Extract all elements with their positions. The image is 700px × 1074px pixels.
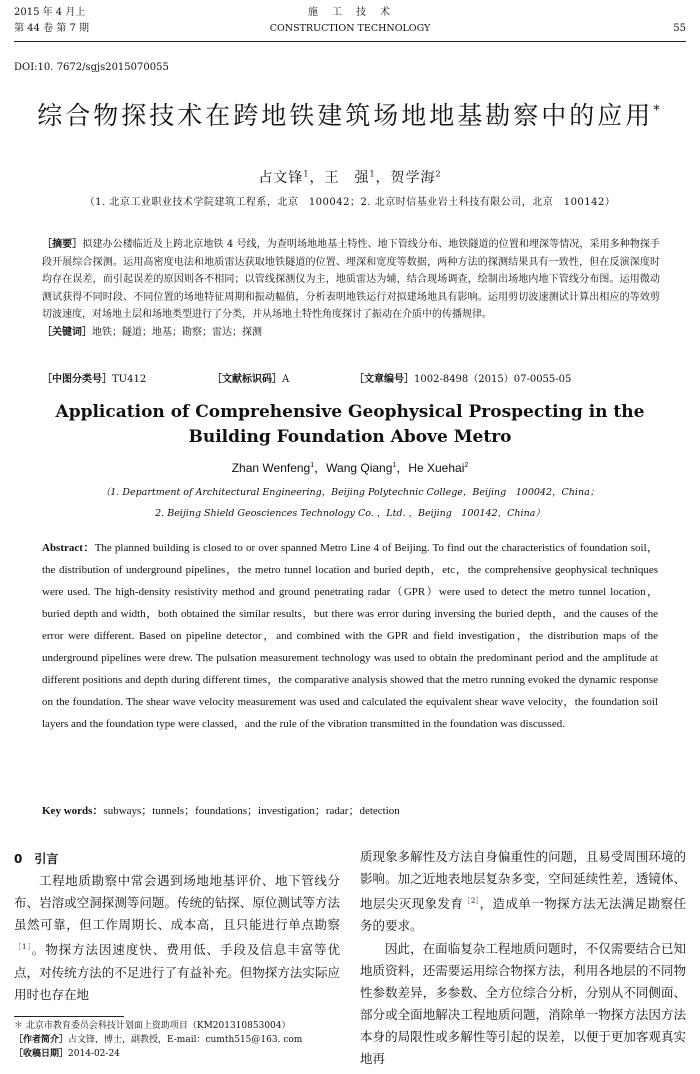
doi: DOI:10. 7672/sgjs2015070055 bbox=[14, 62, 169, 73]
citation: ［1］ bbox=[14, 943, 32, 952]
received-date: 2014-02-24 bbox=[68, 1049, 120, 1059]
author-sup: 1 bbox=[303, 169, 310, 179]
citation: ［2］ bbox=[463, 897, 480, 906]
keywords-cn-text: 地铁；隧道；地基；勘察；雷达；探测 bbox=[92, 326, 262, 338]
footnote bbox=[14, 1019, 344, 1061]
author-en-sup: 1 bbox=[392, 462, 397, 469]
paragraph-text: 质现象多解性及方法自身偏重性的问题，且易受周围环境的影响。加之近地表地层复杂多变，空间延续性差，透镜体、地层尖灭现象发育 bbox=[360, 849, 686, 912]
paragraph-text: 工程地质勘察中常会遇到场地地基评价、地下管线分布、岩溶或空洞探测等问题。传统的钻探、原位测试等方法虽然可靠，但工作周期长、成本高，且只能进行单点勘察 bbox=[14, 873, 340, 933]
title-footnote-mark: * bbox=[653, 103, 663, 119]
author-name: 王 强 bbox=[324, 170, 370, 186]
doc-code-value: A bbox=[282, 374, 290, 385]
title-cn-text: 综合物探技术在跨地铁建筑场地地基勘察中的应用 bbox=[37, 101, 654, 130]
keywords-en-text: subways；tunnels；foundations；investigation；radar；detection bbox=[103, 805, 400, 817]
fund-note: ＊ 北京市教育委员会科技计划面上资助项目（KM201310853004） bbox=[14, 1021, 291, 1031]
abstract-en-text: The planned building is closed to or over spanned Metro Line 4 of Beijing. To find out the characteristics of foundation soil，the distribution of underground pipelines，the metro tunnel location and buried depth，etc，the comprehensive geophysical techniques were used. The high-density resistivity method and ground penetrating radar（GPR）were used to detect the metro tunnel location，buried depth and width，both obtained the similar results，but there was error during inversing the buried depth，and the causes of the error were different. Based on pipeline detector，and combined with the GPR and field investigation，the distribution maps of the underground pipelines were drew. The pulsation measurement technology was used to obtain the predominant period and the amplitude at different positions and depth during different times，the comparative analysis showed that the metro running evoked the dynamic response on the foundation. The shear wave velocity measurement was used and calculated the equivalent shear wave velocity，the foundation soil layers and the foundation type were classed，and the rule of the vibration transmitted in the foundation was discussed. bbox=[42, 542, 658, 730]
author-en-name: Zhan Wenfeng bbox=[231, 461, 311, 475]
authors-cn: 占文锋$^1$，王 强$^1$，贺学海$^2$ bbox=[258, 169, 442, 186]
body-paragraph: 因此，在面临复杂工程地质问题时，不仅需要结合已知地质资料，还需要运用综合物探方法，利用各地层的不同物性参数差异，多参数、全方位综合分析，分别从不同侧面、部分或全面地解决工程地质问题，消除单一物探方法因方法本身的局限性或多解性等引起的误差，以便于更加客观真实地再 bbox=[360, 940, 686, 1066]
issue-volume: 第 44 卷 第 7 期 bbox=[14, 23, 89, 34]
article-no-value: 1002-8498（2015）07-0055-05 bbox=[414, 374, 572, 385]
author-name: 占文锋 bbox=[258, 170, 304, 186]
article-no-label: ［文章编号］ bbox=[354, 374, 414, 385]
abstract-cn-text: 拟建办公楼临近及上跨北京地铁 4 号线，为查明场地地基土特性、地下管线分布、地铁隧道的位置和埋深等情况，采用多种物探手段开展综合探测。运用高密度电法和地质雷达获取地铁隧道的位置、埋深和宽度等数据，两种方法的探测结果具有一致性，但在反演深度时均存在误差，而引起误差的原因则各不相同；以管线探测仪为主，地质雷达为辅，结合现场调查，绘制出场地内地下管线分布图。运用微动测试获得不同时段、不同位置的场地特征周期和振动幅值，分析表明地铁运行对拟建场地具有影响。运用剪切波速测试计算出相应的等效剪切波速度，对场地土层和场地类型进行了分类，并从场地土特性角度探讨了振动在介质中的传播规律。 bbox=[42, 239, 660, 321]
received-date-label: ［收稿日期］ bbox=[14, 1049, 69, 1059]
author-sup: 2 bbox=[435, 169, 442, 179]
body-right-column bbox=[360, 846, 686, 1070]
author-sup: 1 bbox=[369, 169, 376, 179]
body-paragraph bbox=[14, 870, 340, 1006]
body-left-column bbox=[14, 848, 340, 1006]
journal-name-en: CONSTRUCTION TECHNOLOGY bbox=[269, 23, 431, 34]
affiliation-en-line-2: 2. Beijing Shield Geosciences Technology Co. ，Ltd. ，Beijing 100142，China） bbox=[155, 508, 545, 519]
section-heading: 0 引言 bbox=[14, 852, 59, 866]
abstract-en-label: Abstract bbox=[42, 542, 83, 554]
author-bio-label: ［作者简介］ bbox=[14, 1035, 69, 1045]
affiliation-en bbox=[0, 482, 700, 524]
doc-code-label: ［文献标识码］ bbox=[212, 374, 282, 385]
journal-name-cn: 施 工 技 术 bbox=[308, 7, 392, 18]
clc-value: TU412 bbox=[112, 374, 147, 385]
page-number: 55 bbox=[673, 23, 686, 34]
authors-en: Zhan Wenfeng$^1$，Wang Qiang$^1$，He Xuehai$^2$ bbox=[231, 461, 469, 475]
title-cn bbox=[0, 96, 700, 132]
author-en-sup: 1 bbox=[310, 462, 315, 469]
abstract-cn bbox=[42, 236, 660, 342]
author-en-sup: 2 bbox=[464, 462, 469, 469]
header-rule bbox=[14, 41, 686, 42]
issue-date: 2015 年 4 月上 bbox=[14, 7, 86, 18]
affiliation-en-line-1: （1. Department of Architectural Engineering，Beijing Polytechnic College，Beijing 100042，China； bbox=[100, 487, 600, 498]
author-bio: 占文锋，博士，副教授，E-mail：cumth515@163. com bbox=[68, 1035, 303, 1045]
author-en-name: Wang Qiang bbox=[326, 461, 393, 475]
author-name: 贺学海 bbox=[390, 170, 436, 186]
paragraph-text: ，造成单一物探方法无法满足勘察任务的要求。 bbox=[360, 896, 686, 934]
author-en-name: He Xuehai bbox=[408, 461, 465, 475]
paragraph-text: 。物探方法因速度快、费用低、手段及信息丰富等优点，对传统方法的不足进行了有益补充。但物探方法实际应用时也存在地 bbox=[14, 942, 340, 1002]
abstract-en: Abstract：The planned building is closed to or over spanned Metro Line 4 of Beijing. To find out the characteristics of foundation soil，the distribution of underground pipelines，the metro tunnel location and buried depth，etc，the comprehensive geophysical techniques were used. The high-density resistivity method and ground penetrating radar（GPR）were used to detect the metro tunnel location，buried depth and width，both obtained the similar results，but there was error during inversing the buried depth，and the causes of the error were different. Based on pipeline detector，and combined with the GPR and field investigation，the distribution maps of the underground pipelines were drew. The pulsation measurement technology was used to obtain the predominant period and the amplitude at different positions and depth during different times，the comparative analysis showed that the metro running evoked the dynamic response on the foundation. The shear wave velocity measurement was used and calculated the equivalent shear wave velocity，the foundation soil layers and the foundation type were classed，and the rule of the vibration transmitted in the foundation was discussed. bbox=[42, 542, 658, 730]
abstract-cn-label: ［摘要］ bbox=[42, 239, 83, 250]
body-paragraph bbox=[360, 846, 686, 938]
keywords-cn-label: ［关键词］ bbox=[42, 326, 92, 338]
title-en: Application of Comprehensive Geophysical Prospecting in the Building Foundation Above Metro bbox=[55, 402, 645, 447]
keywords-en: Key words：subways；tunnels；foundations；investigation；radar；detection bbox=[42, 805, 400, 817]
affiliation-cn: （1. 北京工业职业技术学院建筑工程系，北京 100042；2. 北京时信基业岩土科技有限公司，北京 100142） bbox=[84, 197, 616, 208]
keywords-en-label: Key words bbox=[42, 805, 93, 817]
footnote-rule bbox=[14, 1016, 124, 1017]
clc-label: ［中图分类号］ bbox=[42, 374, 112, 385]
